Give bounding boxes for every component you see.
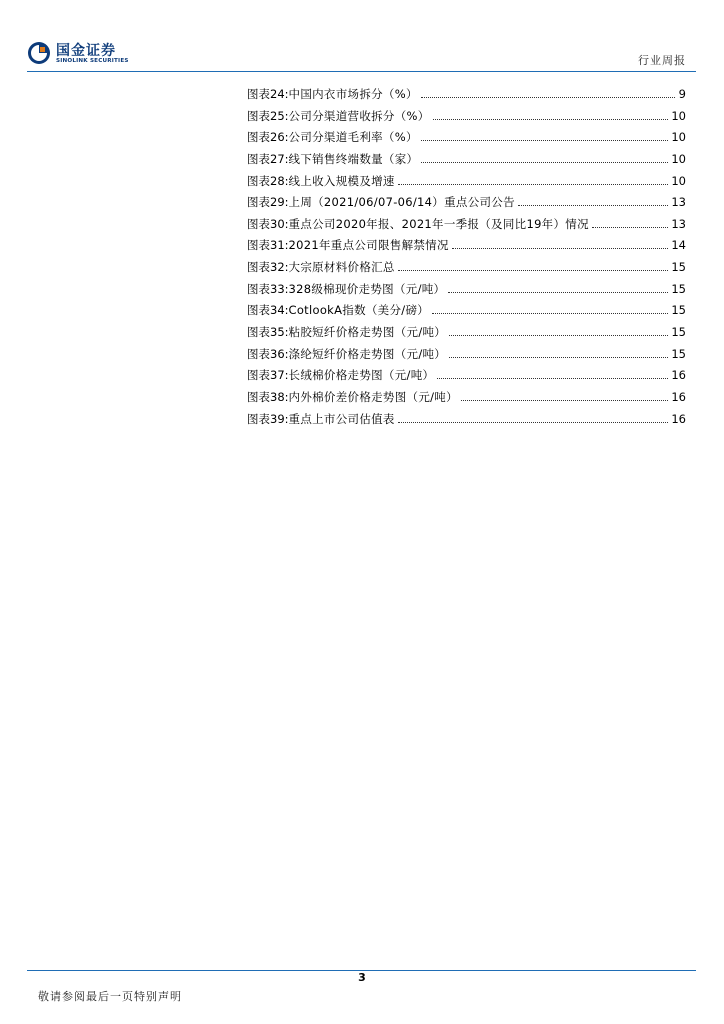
toc-dot-leader (592, 226, 668, 228)
toc-dot-leader (398, 421, 669, 423)
toc-dot-leader (461, 399, 668, 401)
toc-entry[interactable] (247, 151, 686, 173)
toc-entry-label: 图表33: (247, 281, 289, 296)
toc-entry-label: 图表24: (247, 87, 289, 101)
toc-entry-label: 图表34: (247, 303, 289, 318)
toc-entry-label: 图表28: (247, 173, 289, 188)
toc-entry[interactable] (247, 389, 686, 411)
toc-entry-title: 公司分渠道毛利率（%） (288, 130, 418, 145)
toc-dot-leader (518, 204, 668, 206)
toc-entry-label: 图表25: (247, 108, 289, 123)
toc-dot-leader (398, 183, 669, 185)
toc-entry-title: 涤纶短纤价格走势图（元/吨） (288, 346, 447, 361)
toc-dot-leader (449, 356, 668, 358)
toc-entry-title: 公司分渠道营收拆分（%） (288, 108, 430, 123)
toc-dot-leader (421, 139, 669, 141)
toc-entry-label: 图表29: (247, 195, 289, 210)
toc-entry[interactable] (247, 173, 686, 195)
toc-entry-title: 2021年重点公司限售解禁情况 (288, 238, 449, 253)
toc-entry-page: 10 (671, 130, 686, 145)
toc-entry-page: 14 (671, 238, 686, 253)
toc-entry-label: 图表35: (247, 325, 289, 340)
footer-disclaimer: 敬请参阅最后一页特别声明 (38, 990, 182, 1003)
toc-entry-label: 图表30: (247, 216, 289, 231)
toc-entry-page: 13 (671, 195, 686, 210)
toc-entry-page: 16 (671, 411, 686, 426)
toc-entry-title: 上周（2021/06/07-06/14）重点公司公告 (288, 195, 515, 210)
toc-entry[interactable] (247, 411, 686, 433)
toc-entry-page: 15 (671, 281, 686, 296)
toc-entry-label: 图表38: (247, 389, 289, 404)
toc-dot-leader (421, 96, 675, 98)
page-number: 3 (358, 971, 366, 984)
toc-dot-leader (437, 377, 668, 379)
toc-dot-leader (421, 161, 668, 163)
header-divider (27, 71, 696, 72)
toc-entry[interactable] (247, 346, 686, 368)
toc-entry-page: 13 (671, 216, 686, 231)
toc-entry[interactable] (247, 86, 686, 108)
toc-entry-title: 长绒棉价格走势图（元/吨） (288, 368, 435, 383)
figure-index (247, 86, 686, 432)
toc-entry-title: 内外棉价差价格走势图（元/吨） (288, 389, 458, 404)
toc-entry[interactable] (247, 302, 686, 324)
page-header (0, 0, 724, 75)
toc-entry-page: 10 (671, 173, 686, 188)
toc-dot-leader (398, 269, 669, 271)
toc-entry-title: 大宗原材料价格汇总 (288, 260, 395, 275)
toc-entry-title: 线上收入规模及增速 (288, 173, 395, 188)
toc-entry-page: 15 (671, 303, 686, 318)
toc-entry-title: 中国内衣市场拆分（%） (288, 87, 418, 101)
toc-entry-page: 16 (671, 368, 686, 383)
toc-entry[interactable] (247, 216, 686, 238)
toc-entry-label: 图表27: (247, 151, 289, 166)
toc-entry-label: 图表39: (247, 411, 289, 426)
toc-entry[interactable] (247, 281, 686, 303)
sinolink-logo-icon (27, 41, 51, 65)
toc-entry-title: 粘胶短纤价格走势图（元/吨） (288, 325, 447, 340)
toc-entry-page: 15 (671, 260, 686, 275)
toc-entry[interactable] (247, 237, 686, 259)
toc-entry[interactable] (247, 367, 686, 389)
toc-entry-title: 重点公司2020年报、2021年一季报（及同比19年）情况 (288, 216, 589, 231)
toc-entry-page: 15 (671, 346, 686, 361)
toc-entry-page: 9 (678, 87, 686, 101)
toc-dot-leader (432, 312, 668, 314)
toc-entry-title: 重点上市公司估值表 (288, 411, 395, 426)
toc-entry-label: 图表37: (247, 368, 289, 383)
toc-entry-title: CotlookA指数（美分/磅） (288, 303, 430, 318)
toc-dot-leader (433, 118, 669, 120)
toc-entry-page: 10 (671, 151, 686, 166)
toc-entry[interactable] (247, 324, 686, 346)
toc-entry-title: 线下销售终端数量（家） (288, 151, 419, 166)
report-type: 行业周报 (638, 54, 686, 67)
toc-entry[interactable] (247, 194, 686, 216)
toc-entry-page: 15 (671, 325, 686, 340)
brand-name-cn: 国金证券 (56, 43, 116, 59)
toc-entry-label: 图表36: (247, 346, 289, 361)
toc-entry[interactable] (247, 259, 686, 281)
toc-entry-label: 图表26: (247, 130, 289, 145)
toc-entry[interactable] (247, 108, 686, 130)
toc-dot-leader (449, 334, 668, 336)
toc-dot-leader (448, 291, 668, 293)
toc-entry[interactable] (247, 129, 686, 151)
toc-entry-label: 图表31: (247, 238, 289, 253)
toc-entry-label: 图表32: (247, 260, 289, 275)
toc-entry-page: 16 (671, 389, 686, 404)
toc-entry-title: 328级棉现价走势图（元/吨） (288, 281, 446, 296)
toc-dot-leader (452, 247, 669, 249)
brand-name-en: SINOLINK SECURITIES (56, 58, 129, 64)
toc-entry-page: 10 (671, 108, 686, 123)
